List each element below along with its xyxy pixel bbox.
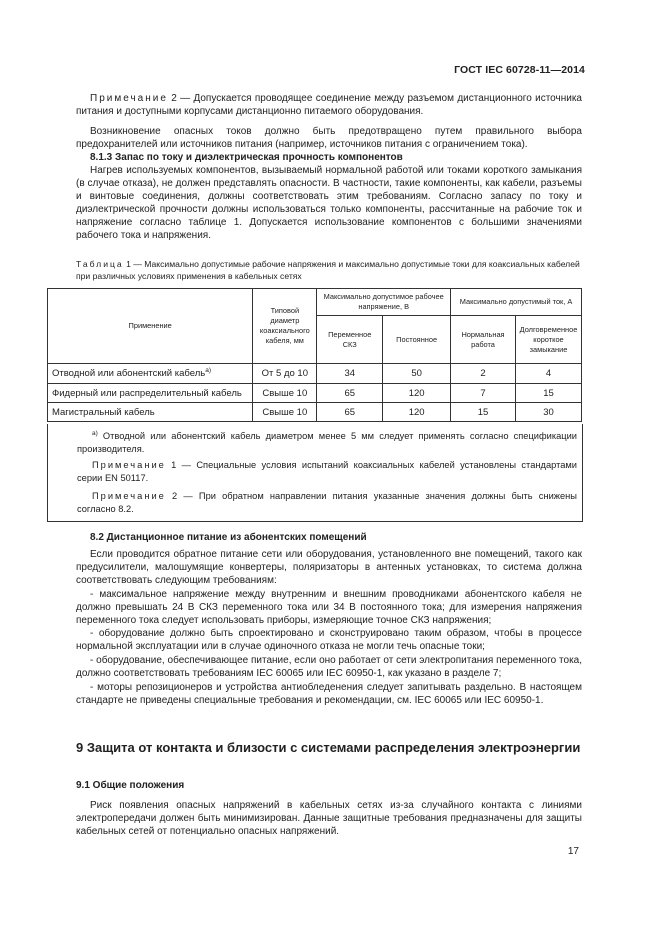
note-text: 1 — Специальные условия испытаний коаксиальных кабелей установлены стандартами серии EN 50117. — [77, 460, 577, 483]
section-9-title — [76, 740, 582, 756]
cell-normal: 15 — [451, 403, 516, 422]
cell-dc: 50 — [383, 364, 451, 384]
section-8-1-3-title: 8.1.3 Запас по току и диэлектрическая прочность компонентов — [90, 152, 403, 163]
section-9-1-title: 9.1 Общие положения — [76, 780, 185, 791]
table-footnote — [77, 428, 577, 455]
note-label: Примечание — [92, 460, 166, 470]
note-label: Примечание — [92, 491, 166, 501]
table-caption-text: 1 — Максимально допустимые рабочие напряжения и максимально допустимые токи для коаксиальных кабелей при различных условиях применения в кабельных сетях — [76, 259, 580, 281]
cell-dc: 120 — [383, 384, 451, 403]
section-8-2-intro: Если проводится обратное питание сети или оборудования, установленного вне помещений, такого как предусилители, малошумящие конвертеры, поляризаторы в антенных установках, то система должна соответствовать следующим требованиям: — [76, 549, 582, 586]
list-item: - максимальное напряжение между внутренним и внешним проводниками абонентского кабеля не должно превышать 24 В СКЗ переменного тока или 34 В постоянного тока; для измерения напряжения переменного тока следует использовать приборы, измеряющие точное СКЗ напряжения; — [76, 589, 582, 626]
cell-app: Магистральный кабель — [48, 403, 253, 422]
cell-diam: Свыше 10 — [253, 384, 317, 403]
table-caption — [76, 258, 582, 282]
section-9-title-text: 9 Защита от контакта и близости с системами распределения электроэнергии — [76, 740, 581, 755]
list-item: - оборудование, обеспечивающее питание, если оно работает от сети электропитания переменного тока, должно соответствовать требованиям IEC 60065 или IEC 60950-1, как указано в разделе 7; — [76, 655, 582, 679]
paragraph-dangerous-currents: Возникновение опасных токов должно быть предотвращено путем правильного выбора предохранителей или источников питания (например, источников питания с ограничением тока). — [76, 126, 582, 150]
table-notes-box — [47, 424, 583, 522]
cell-ac: 65 — [317, 403, 383, 422]
footnote-text: Отводной или абонентский кабель диаметром менее 5 мм следует применять согласно спецификации производителя. — [77, 431, 577, 454]
section-8-2-title: 8.2 Дистанционное питание из абонентских помещений — [90, 532, 367, 543]
table-note-1 — [77, 459, 577, 484]
cell-dc: 120 — [383, 403, 451, 422]
cell-diam: Свыше 10 — [253, 403, 317, 422]
note-text: 2 — Допускается проводящее соединение между разъемом дистанционного источника питания и доступными корпусами дистанционно питаемого оборудования. — [76, 93, 582, 117]
header-dc: Постоянное — [383, 316, 451, 364]
standard-header: ГОСТ IEC 60728-11—2014 — [454, 64, 585, 76]
section-9-1-text: Риск появления опасных напряжений в кабельных сетях из-за случайного контакта с линиями электропередачи должен быть минимизирован. Данные защитные требования предназначены для защиты кабельных сетей от потенциально опасных напряжений. — [76, 800, 582, 837]
header-diameter: Типовой диаметр коаксиального кабеля, мм — [253, 289, 317, 364]
cell-app-text: Отводной или абонентский кабель — [52, 368, 206, 380]
cell-app — [48, 364, 253, 384]
header-normal: Нормальная работа — [451, 316, 516, 364]
table-note-2 — [77, 490, 577, 515]
cell-normal: 7 — [451, 384, 516, 403]
note-label: Примечание — [90, 93, 168, 104]
cell-app: Фидерный или распределительный кабель — [48, 384, 253, 403]
table-row — [48, 384, 582, 403]
footnote-ref: а) — [205, 367, 211, 375]
page-number: 17 — [567, 846, 579, 857]
cell-diam: От 5 до 10 — [253, 364, 317, 384]
table-row — [48, 403, 582, 422]
table-row — [48, 364, 582, 384]
section-8-1-3-text: Нагрев используемых компонентов, вызываемый нормальной работой или токами короткого замыкания (в случае отказа), не должен представлять опасности. В частности, такие компоненты, как кабели, разъемы и винтовые соединения, должны соответствовать этим требованиям. Согласно запасу по току и диэлектрической прочности должны использоваться только компоненты, рассчитанные на рабочие ток и напряжение согласно таблице 1. Допускается использование компонентов с большими значениями рабочего тока и напряжения. — [76, 165, 582, 241]
note-2-top — [76, 92, 582, 118]
cell-long: 4 — [515, 364, 581, 384]
list-item: - моторы репозиционеров и устройства антиобледенения следует запитывать раздельно. В настоящем стандарте не приведены специальные требования и рекомендации, см. IEC 60065 или IEC 60950-1. — [76, 682, 582, 706]
footnote-mark: а) — [92, 430, 98, 437]
header-long: Долговременное короткое замыкание — [515, 316, 581, 364]
note-text: 2 — При обратном направлении питания указанные значения должны быть снижены согласно 8.2. — [77, 491, 577, 514]
cell-ac: 34 — [317, 364, 383, 384]
header-ac: Переменное СКЗ — [317, 316, 383, 364]
header-application: Применение — [48, 289, 253, 364]
cell-ac: 65 — [317, 384, 383, 403]
cell-long: 30 — [515, 403, 581, 422]
cell-normal: 2 — [451, 364, 516, 384]
header-current-group: Максимально допустимый ток, А — [451, 289, 582, 316]
table-caption-label: Таблица — [76, 259, 124, 269]
table-1 — [47, 288, 582, 422]
list-item: - оборудование должно быть спроектировано и сконструировано таким образом, чтобы в процессе нормальной эксплуатации или в случае одиночного отказа не могли течь опасные токи; — [76, 628, 582, 652]
header-voltage-group: Максимально допустимое рабочее напряжение, В — [317, 289, 451, 316]
cell-long: 15 — [515, 384, 581, 403]
